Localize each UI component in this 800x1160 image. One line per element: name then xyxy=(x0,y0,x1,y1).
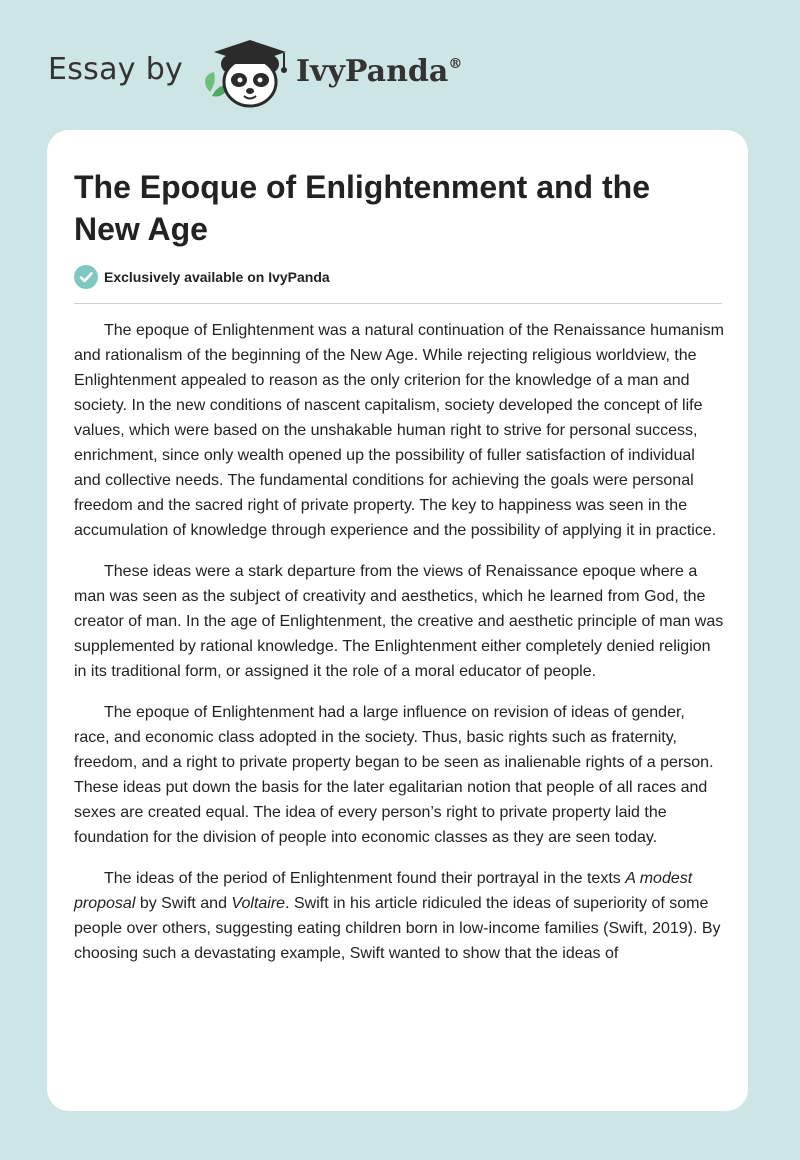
book-title: A modest proposal xyxy=(74,870,693,912)
registered-mark: ® xyxy=(448,56,463,72)
paragraph: The epoque of Enlightenment had a large influence on revision of ideas of gender, race, and economic class adopted in the society. Thus, basic rights such as fraternity, freedom, and a right to private property began to be seen as inalienable rights of a person. These ideas put down the basis for the later egalitarian notion that people of all races and sexes are created equal. The idea of every person’s right to private property laid the foundation for the division of people into economic classes as they are seen today. xyxy=(74,704,714,846)
site-header xyxy=(48,34,748,114)
exclusive-badge-label: Exclusively available on IvyPanda xyxy=(104,269,330,285)
book-title: Voltaire xyxy=(231,895,286,912)
paragraph: The epoque of Enlightenment was a natural continuation of the Renaissance humanism and rationalism of the beginning of the New Age. While rejecting religious worldview, the Enlightenment appealed to reason as the only criterion for the knowledge of a man and society. In the new conditions of nascent capitalism, society developed the concept of life values, which were based on the unshakable human right to strive for personal success, enrichment, since only wealth opened up the possibility of fuller satisfaction of individual and collective needs. The fundamental conditions for achieving the goals were personal freedom and the sacred right of private property. The key to happiness was seen in the accumulation of knowledge through experience and the possibility of applying it in practice. xyxy=(74,322,724,539)
divider xyxy=(74,303,722,304)
essay-card xyxy=(47,130,748,1111)
essay-by-label: Essay by xyxy=(48,52,184,87)
paragraph: The ideas of the period of Enlightenment found their portrayal in the texts A modest proposal by Swift and Voltaire. Swift in his article ridiculed the ideas of superiority of some people over others, suggesting eating children born in low-income families (Swift, 2019). By choosing such a devastating example, Swift wanted to show that the ideas of xyxy=(74,870,721,962)
paragraph: These ideas were a stark departure from the views of Renaissance epoque where a man was seen as the subject of creativity and aesthetics, which he learned from God, the creator of man. In the age of Enlightenment, the creative and aesthetic principle of man was supplemented by rational knowledge. The Enlightenment either completely denied religion in its traditional form, or assigned it the role of a moral educator of people. xyxy=(74,563,724,680)
check-circle-icon xyxy=(74,265,98,289)
essay-body xyxy=(74,318,724,982)
brand-name: IvyPanda® xyxy=(296,54,463,89)
exclusive-badge xyxy=(74,264,330,290)
panda-graduate-icon xyxy=(200,34,296,110)
essay-title: The Epoque of Enlightenment and the New Age xyxy=(74,169,650,247)
